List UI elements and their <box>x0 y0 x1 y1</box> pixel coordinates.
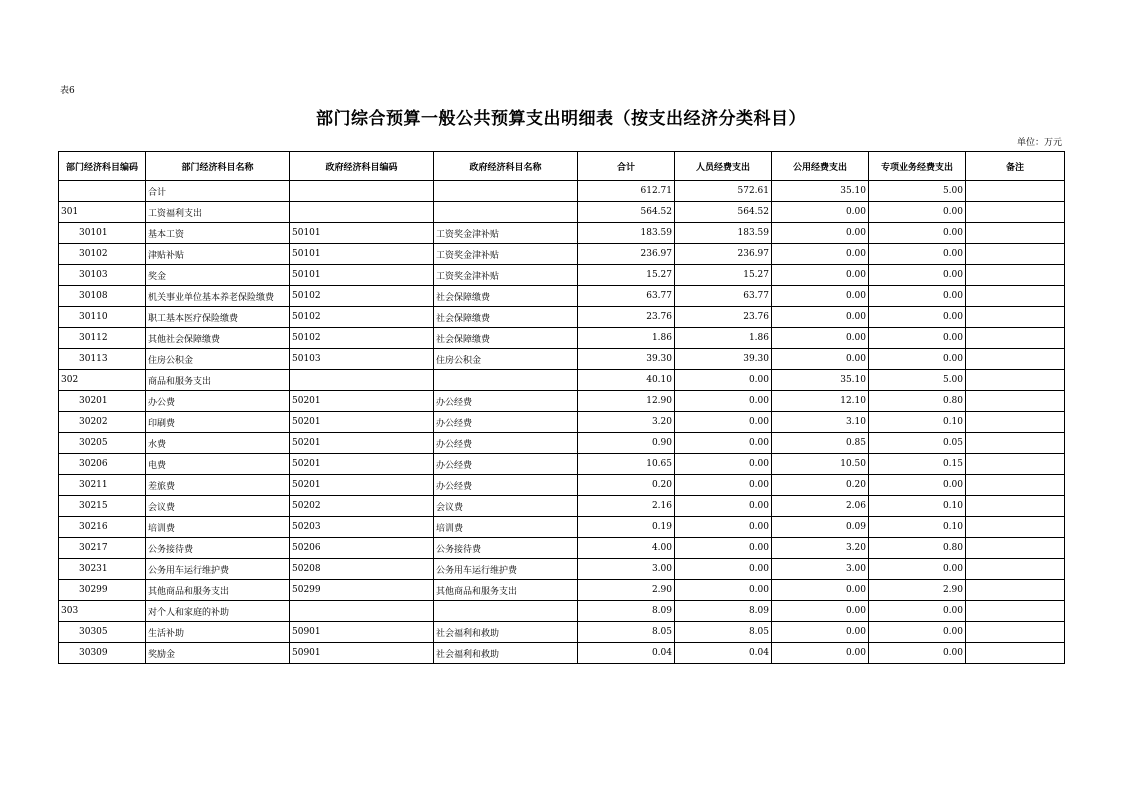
cell-dept-name: 印刷费 <box>146 412 290 433</box>
cell-gov-code: 50102 <box>290 307 434 328</box>
table-row <box>59 580 1065 601</box>
cell-note <box>966 412 1065 433</box>
table-row <box>59 307 1065 328</box>
table-row <box>59 181 1065 202</box>
cell-public: 0.09 <box>772 517 869 538</box>
cell-note <box>966 538 1065 559</box>
table-row <box>59 475 1065 496</box>
cell-dept-code: 30102 <box>59 244 146 265</box>
cell-dept-name: 办公费 <box>146 391 290 412</box>
cell-personnel: 0.00 <box>675 580 772 601</box>
cell-note <box>966 286 1065 307</box>
cell-public: 0.00 <box>772 328 869 349</box>
cell-note <box>966 181 1065 202</box>
cell-public: 0.00 <box>772 307 869 328</box>
table-row <box>59 223 1065 244</box>
cell-gov-name: 住房公积金 <box>434 349 578 370</box>
cell-special: 0.00 <box>869 622 966 643</box>
cell-total: 3.00 <box>578 559 675 580</box>
cell-total: 612.71 <box>578 181 675 202</box>
cell-gov-code: 50102 <box>290 286 434 307</box>
cell-gov-code: 50101 <box>290 223 434 244</box>
cell-personnel: 0.00 <box>675 496 772 517</box>
cell-dept-code: 301 <box>59 202 146 223</box>
cell-total: 8.05 <box>578 622 675 643</box>
cell-total: 0.19 <box>578 517 675 538</box>
cell-gov-name: 办公经费 <box>434 433 578 454</box>
cell-note <box>966 328 1065 349</box>
cell-dept-code: 30231 <box>59 559 146 580</box>
cell-gov-code: 50299 <box>290 580 434 601</box>
cell-public: 0.00 <box>772 265 869 286</box>
cell-public: 0.00 <box>772 349 869 370</box>
cell-total: 0.20 <box>578 475 675 496</box>
cell-special: 0.00 <box>869 601 966 622</box>
cell-gov-code <box>290 601 434 622</box>
cell-gov-code: 50901 <box>290 643 434 664</box>
table-row <box>59 391 1065 412</box>
cell-total: 564.52 <box>578 202 675 223</box>
cell-special: 0.00 <box>869 559 966 580</box>
cell-public: 3.20 <box>772 538 869 559</box>
cell-gov-code: 50101 <box>290 244 434 265</box>
cell-personnel: 8.05 <box>675 622 772 643</box>
cell-gov-code <box>290 181 434 202</box>
cell-personnel: 236.97 <box>675 244 772 265</box>
cell-dept-name: 电费 <box>146 454 290 475</box>
cell-total: 10.65 <box>578 454 675 475</box>
cell-total: 39.30 <box>578 349 675 370</box>
cell-total: 2.16 <box>578 496 675 517</box>
cell-gov-code: 50208 <box>290 559 434 580</box>
cell-special: 0.80 <box>869 391 966 412</box>
cell-total: 0.90 <box>578 433 675 454</box>
cell-dept-code: 30110 <box>59 307 146 328</box>
cell-dept-name: 差旅费 <box>146 475 290 496</box>
cell-gov-code: 50201 <box>290 454 434 475</box>
cell-dept-name: 培训费 <box>146 517 290 538</box>
column-header-public: 公用经费支出 <box>772 152 869 181</box>
cell-public: 0.20 <box>772 475 869 496</box>
cell-gov-code: 50103 <box>290 349 434 370</box>
cell-special: 0.00 <box>869 202 966 223</box>
cell-gov-name: 社会保障缴费 <box>434 307 578 328</box>
cell-gov-name: 工资奖金津补贴 <box>434 223 578 244</box>
cell-gov-code: 50101 <box>290 265 434 286</box>
cell-total: 4.00 <box>578 538 675 559</box>
cell-dept-code: 30205 <box>59 433 146 454</box>
table-row <box>59 265 1065 286</box>
cell-note <box>966 391 1065 412</box>
cell-gov-name: 办公经费 <box>434 412 578 433</box>
page-title: 部门综合预算一般公共预算支出明细表（按支出经济分类科目） <box>316 109 806 129</box>
cell-dept-code: 30201 <box>59 391 146 412</box>
cell-public: 0.00 <box>772 643 869 664</box>
cell-gov-code: 50203 <box>290 517 434 538</box>
cell-dept-name: 对个人和家庭的补助 <box>146 601 290 622</box>
table-row <box>59 433 1065 454</box>
table-row <box>59 244 1065 265</box>
cell-gov-name: 社会福利和救助 <box>434 643 578 664</box>
cell-gov-name: 其他商品和服务支出 <box>434 580 578 601</box>
cell-special: 0.00 <box>869 643 966 664</box>
cell-public: 0.85 <box>772 433 869 454</box>
cell-personnel: 63.77 <box>675 286 772 307</box>
cell-total: 63.77 <box>578 286 675 307</box>
cell-special: 0.10 <box>869 496 966 517</box>
cell-note <box>966 370 1065 391</box>
cell-personnel: 0.00 <box>675 412 772 433</box>
cell-note <box>966 202 1065 223</box>
cell-gov-name: 工资奖金津补贴 <box>434 265 578 286</box>
cell-note <box>966 601 1065 622</box>
cell-gov-name <box>434 202 578 223</box>
cell-dept-name: 会议费 <box>146 496 290 517</box>
cell-dept-name: 商品和服务支出 <box>146 370 290 391</box>
cell-personnel: 183.59 <box>675 223 772 244</box>
cell-total: 183.59 <box>578 223 675 244</box>
cell-personnel: 0.00 <box>675 475 772 496</box>
cell-gov-name: 培训费 <box>434 517 578 538</box>
cell-public: 0.00 <box>772 244 869 265</box>
cell-dept-name: 工资福利支出 <box>146 202 290 223</box>
cell-special: 5.00 <box>869 181 966 202</box>
cell-note <box>966 559 1065 580</box>
cell-public: 35.10 <box>772 181 869 202</box>
cell-public: 35.10 <box>772 370 869 391</box>
cell-public: 10.50 <box>772 454 869 475</box>
cell-gov-name <box>434 601 578 622</box>
cell-dept-name: 生活补助 <box>146 622 290 643</box>
cell-total: 12.90 <box>578 391 675 412</box>
cell-dept-code: 30305 <box>59 622 146 643</box>
table-row <box>59 517 1065 538</box>
column-header-dept-code: 部门经济科目编码 <box>59 152 146 181</box>
cell-public: 3.00 <box>772 559 869 580</box>
cell-dept-name: 公务接待费 <box>146 538 290 559</box>
cell-gov-name <box>434 370 578 391</box>
cell-dept-code: 30113 <box>59 349 146 370</box>
table-number: 表6 <box>60 86 75 96</box>
cell-special: 0.00 <box>869 265 966 286</box>
cell-total: 8.09 <box>578 601 675 622</box>
cell-dept-code: 30215 <box>59 496 146 517</box>
cell-personnel: 0.00 <box>675 517 772 538</box>
cell-gov-name: 社会福利和救助 <box>434 622 578 643</box>
table-row <box>59 286 1065 307</box>
cell-dept-code: 30206 <box>59 454 146 475</box>
cell-dept-code: 30309 <box>59 643 146 664</box>
cell-special: 0.00 <box>869 328 966 349</box>
cell-note <box>966 244 1065 265</box>
column-header-gov-name: 政府经济科目名称 <box>434 152 578 181</box>
cell-dept-code: 30217 <box>59 538 146 559</box>
cell-gov-name: 办公经费 <box>434 454 578 475</box>
cell-note <box>966 643 1065 664</box>
table-row <box>59 643 1065 664</box>
cell-total: 236.97 <box>578 244 675 265</box>
cell-personnel: 564.52 <box>675 202 772 223</box>
cell-note <box>966 454 1065 475</box>
cell-gov-name: 办公经费 <box>434 475 578 496</box>
cell-dept-name: 住房公积金 <box>146 349 290 370</box>
cell-note <box>966 265 1065 286</box>
header-row <box>59 152 1065 181</box>
cell-dept-code: 303 <box>59 601 146 622</box>
cell-total: 2.90 <box>578 580 675 601</box>
cell-public: 2.06 <box>772 496 869 517</box>
cell-dept-code: 30216 <box>59 517 146 538</box>
table-header <box>59 152 1065 181</box>
table-row <box>59 412 1065 433</box>
cell-public: 0.00 <box>772 580 869 601</box>
cell-special: 0.00 <box>869 223 966 244</box>
cell-special: 2.90 <box>869 580 966 601</box>
cell-dept-code: 30211 <box>59 475 146 496</box>
cell-personnel: 0.00 <box>675 559 772 580</box>
cell-note <box>966 475 1065 496</box>
cell-dept-name: 其他社会保障缴费 <box>146 328 290 349</box>
cell-dept-name: 奖励金 <box>146 643 290 664</box>
cell-personnel: 572.61 <box>675 181 772 202</box>
cell-special: 0.00 <box>869 244 966 265</box>
cell-gov-code: 50201 <box>290 391 434 412</box>
cell-total: 0.04 <box>578 643 675 664</box>
cell-personnel: 39.30 <box>675 349 772 370</box>
cell-special: 0.10 <box>869 517 966 538</box>
cell-special: 0.80 <box>869 538 966 559</box>
cell-note <box>966 349 1065 370</box>
cell-public: 0.00 <box>772 622 869 643</box>
table-row <box>59 601 1065 622</box>
column-header-special: 专项业务经费支出 <box>869 152 966 181</box>
cell-public: 12.10 <box>772 391 869 412</box>
cell-gov-name: 办公经费 <box>434 391 578 412</box>
cell-dept-name: 公务用车运行维护费 <box>146 559 290 580</box>
cell-special: 0.00 <box>869 349 966 370</box>
table-row <box>59 328 1065 349</box>
cell-gov-code: 50201 <box>290 433 434 454</box>
cell-special: 0.15 <box>869 454 966 475</box>
cell-note <box>966 580 1065 601</box>
cell-gov-name: 社会保障缴费 <box>434 328 578 349</box>
table-row <box>59 454 1065 475</box>
cell-gov-code: 50206 <box>290 538 434 559</box>
cell-gov-code <box>290 202 434 223</box>
cell-gov-code: 50201 <box>290 475 434 496</box>
cell-note <box>966 622 1065 643</box>
cell-dept-code <box>59 181 146 202</box>
table-row <box>59 349 1065 370</box>
cell-dept-code: 30202 <box>59 412 146 433</box>
cell-gov-code <box>290 370 434 391</box>
cell-dept-code: 302 <box>59 370 146 391</box>
cell-dept-name: 奖金 <box>146 265 290 286</box>
cell-personnel: 0.00 <box>675 433 772 454</box>
cell-personnel: 8.09 <box>675 601 772 622</box>
cell-gov-code: 50901 <box>290 622 434 643</box>
cell-note <box>966 517 1065 538</box>
cell-note <box>966 223 1065 244</box>
cell-personnel: 15.27 <box>675 265 772 286</box>
cell-personnel: 0.00 <box>675 391 772 412</box>
cell-gov-name: 会议费 <box>434 496 578 517</box>
cell-total: 3.20 <box>578 412 675 433</box>
cell-special: 0.10 <box>869 412 966 433</box>
cell-gov-name <box>434 181 578 202</box>
cell-gov-name: 社会保障缴费 <box>434 286 578 307</box>
cell-personnel: 0.00 <box>675 538 772 559</box>
cell-total: 40.10 <box>578 370 675 391</box>
cell-personnel: 23.76 <box>675 307 772 328</box>
table-row <box>59 202 1065 223</box>
cell-personnel: 0.00 <box>675 370 772 391</box>
cell-dept-name: 水费 <box>146 433 290 454</box>
cell-special: 0.05 <box>869 433 966 454</box>
cell-special: 0.00 <box>869 286 966 307</box>
cell-public: 0.00 <box>772 601 869 622</box>
cell-public: 0.00 <box>772 286 869 307</box>
column-header-gov-code: 政府经济科目编码 <box>290 152 434 181</box>
cell-personnel: 1.86 <box>675 328 772 349</box>
cell-total: 1.86 <box>578 328 675 349</box>
cell-gov-code: 50102 <box>290 328 434 349</box>
cell-dept-name: 津贴补贴 <box>146 244 290 265</box>
unit-label: 单位：万元 <box>1016 138 1062 148</box>
column-header-note: 备注 <box>966 152 1065 181</box>
budget-table <box>58 151 1065 664</box>
cell-note <box>966 433 1065 454</box>
cell-gov-name: 公务用车运行维护费 <box>434 559 578 580</box>
cell-dept-code: 30299 <box>59 580 146 601</box>
cell-special: 0.00 <box>869 307 966 328</box>
table-row <box>59 370 1065 391</box>
cell-personnel: 0.00 <box>675 454 772 475</box>
table-row <box>59 538 1065 559</box>
column-header-total: 合计 <box>578 152 675 181</box>
cell-dept-code: 30108 <box>59 286 146 307</box>
cell-gov-name: 公务接待费 <box>434 538 578 559</box>
cell-note <box>966 496 1065 517</box>
cell-gov-code: 50202 <box>290 496 434 517</box>
cell-gov-code: 50201 <box>290 412 434 433</box>
column-header-personnel: 人员经费支出 <box>675 152 772 181</box>
table-body <box>59 181 1065 664</box>
cell-special: 0.00 <box>869 475 966 496</box>
cell-gov-name: 工资奖金津补贴 <box>434 244 578 265</box>
cell-public: 0.00 <box>772 202 869 223</box>
cell-dept-code: 30101 <box>59 223 146 244</box>
cell-public: 0.00 <box>772 223 869 244</box>
table-row <box>59 496 1065 517</box>
cell-dept-name: 基本工资 <box>146 223 290 244</box>
cell-special: 5.00 <box>869 370 966 391</box>
cell-public: 3.10 <box>772 412 869 433</box>
cell-personnel: 0.04 <box>675 643 772 664</box>
cell-note <box>966 307 1065 328</box>
cell-dept-name: 职工基本医疗保险缴费 <box>146 307 290 328</box>
cell-dept-code: 30112 <box>59 328 146 349</box>
cell-total: 23.76 <box>578 307 675 328</box>
cell-dept-name: 其他商品和服务支出 <box>146 580 290 601</box>
cell-dept-name: 合计 <box>146 181 290 202</box>
table-row <box>59 622 1065 643</box>
table-row <box>59 559 1065 580</box>
column-header-dept-name: 部门经济科目名称 <box>146 152 290 181</box>
cell-total: 15.27 <box>578 265 675 286</box>
cell-dept-name: 机关事业单位基本养老保险缴费 <box>146 286 290 307</box>
cell-dept-code: 30103 <box>59 265 146 286</box>
